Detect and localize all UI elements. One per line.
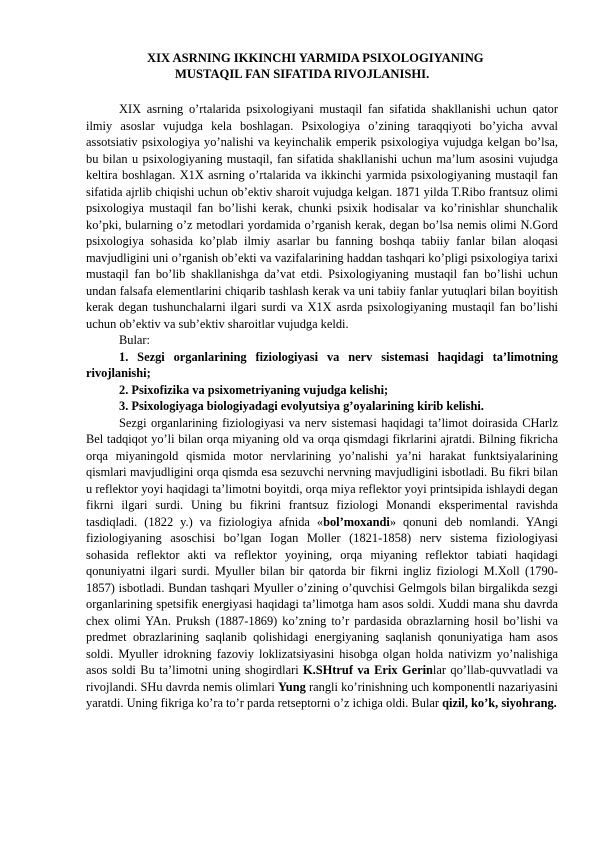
body-text-4: rangli ko’rinishning uch komponentli nazariyasini yaratdi. Uning fikriga ko’ra to’r parda retseptorni o’z ichiga oldi. Bular <box>86 679 558 710</box>
body-text-2: » qonuni deb nomlandi. YAngi fiziologiyaning asoschisi bo’lgan Iogan Moller (1821-1858) nerv sistema fiziologiyasi sohasida reflektor akti va reflektor yoyining, orqa miyaning reflektor tabiati haqidagi qonuniyatni ilgari surdi. Myuller bilan bir qatorda bir fikrni ingliz fiziologi M.Xoll (1790-1857) isbotladi. Bundan tashqari Myuller o’zining o’quvchisi Gelmgols bilan birgalikda sezgi organlarining spetsifik energiyasi haqidagi ta’limotga ham asos soldi. Xuddi mana shu davrda chex olimi YAn. Pruksh (1887-1869) ko’zning to’r pardasida obrazlarning hosil bo’lishi va predmet obrazlarining saqlanib qolishidagi energiyaning saqlanish qonuniyatiga ham asos soldi. Myuller idrokning fazoviy loklizatsiyasini hisobga olgan holda nativizm yo’nalishiga asos soldi Bu ta’limotni uning shogirdlari <box>86 514 558 677</box>
intro-paragraph: XIX asrning o’rtalarida psixologiyani mustaqil fan sifatida shakllanishi uchun qator ilmiy asoslar vujudga kela boshlagan. Psixologiya o’zining taraqqiyoti bo’yicha avval assotsiativ psixologiya yo’nalishi va keyinchalik emperik psixologiya vujudga kelgan bo’lsa, bu bilan u psixologiyaning mustaqil, fan sifatida shakllanishi uchun ma’lum asosini vujudga keltira boshlagan. X1X asrning o’rtalarida va ikkinchi yarmida psixologiyaning mustaqil fan sifatida ajrlib chiqishi uchun ob’ektiv sharoit vujudga kelgan. 1871 yilda T.Ribo frantsuz olimi psixologiya mustaqil fan bo’lishi kerak, chunki psixik hodisalar va ko’rinishlar shunchalik ko’pki, bularning o’z metodlari yordamida o’rganish kerak, degan bo’lsa nemis olimi N.Gord psixologiya sohasida ko’plab ilmiy asarlar bu fanning boshqa tabiiy fanlar bilan aloqasi mavjudligini uni o’rganish ob’ekti va vazifalarining haddan tashqari ko’pligi psixologiya tarixi mustaqil fan bo’lib shakllanishga da’vat etdi. Psixologiyaning mustaqil fan bo’lishi uchun undan falsafa elementlarini chiqarib tashlash kerak va uni tabiiy fanlar yutuqlari bilan boyitish kerak degan tushunchalarni ilgari surdi va X1X asrda psixologiyaning mustaqil fan bo’lishi uchun ob’ektiv va sub’ektiv sharoitlar vujudga keldi. <box>86 102 558 331</box>
body-text-1: Sezgi organlarining fiziologiyasi va nerv sistemasi haqidagi ta’limot doirasida CHarlz Bel tadqiqot yo’li bilan orqa miyaning old va orqa qismdagi fikrlarini ajratdi. Bilning fikricha orqa miyaningold qismida motor nervlarining yo’nalishi ya’ni harakat funktsiyalarining qismlari mavjudligini orqa qismda esa sezuvchi nervning mavjudligini isbotladi. Bu fikri bilan u reflektor yoyi haqidagi ta’limotni boyitdi, orqa miya reflektor yoyi printsipida ishlaydi degan fikrni ilgari surdi. Uning bu fikrini frantsuz fiziologi Monandi eksperimental ravishda tasdiqladi. (1822 y.) va fiziologiya afnida « <box>86 415 558 529</box>
emphasis-scientists: K.SHtruf va Erix Gerin <box>303 663 433 677</box>
emphasis-colors: qizil, ko’k, siyohrang. <box>442 696 557 710</box>
emphasis-law-name: bol’moxandi <box>323 514 390 529</box>
document-page <box>86 50 558 712</box>
list-item-1: 1. Sezgi organlarining fiziologiyasi va nerv sistemasi haqidagi ta’limotning rivojlanishi; <box>86 349 558 380</box>
title-spacer <box>86 82 558 101</box>
body-text-3: lar qo’llab-quvvatladi va rivojlandi. SHu davrda nemis olimlari <box>86 663 558 694</box>
list-item-3: 3. Psixologiyaga biologiyadagi evolyutsiya g’oyalarining kirib kelishi. <box>119 399 484 413</box>
body-paragraph <box>86 415 558 712</box>
list-item-2: 2. Psixofizika va psixometriyaning vujudga kelishi; <box>119 382 389 397</box>
title-line-2: MUSTAQIL FAN SIFATIDA RIVOJLANISHI. <box>175 67 430 81</box>
document-title <box>86 50 558 82</box>
title-line-1: XIX ASRNING IKKINCHI YARMIDA PSIXOLOGIYANING <box>147 51 484 65</box>
emphasis-yung: Yung <box>278 679 306 694</box>
list-intro: Bular: <box>119 333 150 347</box>
